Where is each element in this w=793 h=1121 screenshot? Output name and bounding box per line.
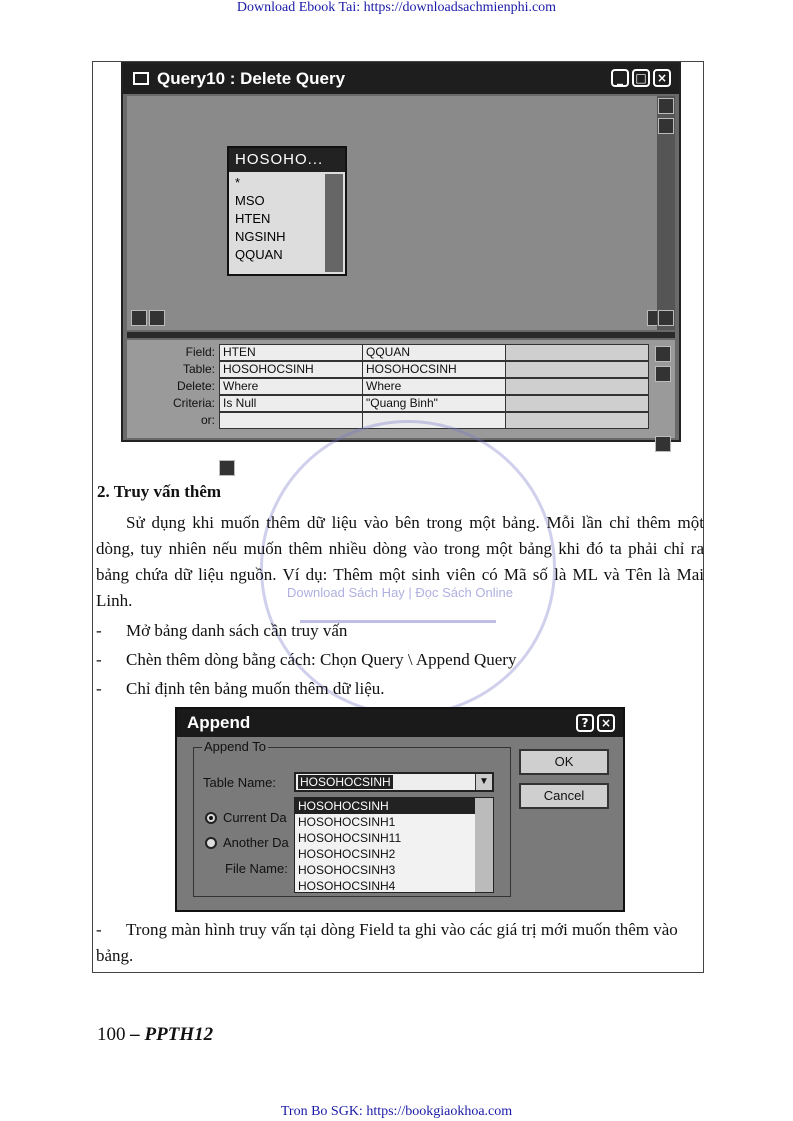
grid-label: or: <box>200 413 215 427</box>
scroll-up-icon[interactable] <box>658 118 674 134</box>
grid-cell[interactable] <box>505 361 649 378</box>
table-name-label: Table Name: <box>203 775 276 790</box>
list-item[interactable]: HOSOHOCSINH4 <box>298 879 396 893</box>
table-pane-scrollbar[interactable] <box>657 96 675 330</box>
grid-cell[interactable]: HTEN <box>219 344 363 361</box>
list-item[interactable]: HOSOHOCSINH2 <box>298 847 396 861</box>
list-item[interactable]: HOSOHOCSINH11 <box>298 831 402 845</box>
list-item[interactable]: HOSOHOCSINH1 <box>298 815 396 829</box>
grid-row-labels <box>127 340 215 429</box>
field-item[interactable]: QQUAN <box>235 247 283 262</box>
center-watermark-text: Download Sách Hay | Đọc Sách Online <box>287 585 513 600</box>
grid-cell[interactable]: Is Null <box>219 395 363 412</box>
current-database-radio[interactable] <box>205 812 217 824</box>
scroll-down-icon[interactable] <box>655 436 671 452</box>
dialog-controls <box>576 714 615 732</box>
grid-label: Table: <box>182 362 215 376</box>
append-to-label: Append To <box>204 739 266 754</box>
query-window-title: Query10 : Delete Query <box>157 69 346 88</box>
another-database-radio[interactable] <box>205 837 217 849</box>
field-item[interactable]: NGSINH <box>235 229 286 244</box>
list-item[interactable]: HOSOHOCSINH <box>295 798 476 814</box>
grid-row-table <box>219 361 651 378</box>
current-database-label: Current Da <box>223 810 287 825</box>
append-dialog-titlebar <box>177 709 623 737</box>
bullet-item: - Mở bảng danh sách cần truy vấn <box>96 621 348 640</box>
bullet-item: - Chèn thêm dòng bằng cách: Chọn Query \ Append Query <box>96 650 517 669</box>
page-footer <box>97 1024 213 1046</box>
design-grid <box>219 344 651 429</box>
grid-cell[interactable]: QQUAN <box>362 344 506 361</box>
scroll-down-icon[interactable] <box>658 310 674 326</box>
caption-dash: - <box>96 920 102 939</box>
grid-label: Field: <box>185 345 215 359</box>
bullet-text: Chỉ định tên bảng muốn thêm dữ liệu. <box>126 679 385 698</box>
scroll-up-icon[interactable] <box>655 366 671 382</box>
caption-paragraph <box>96 917 704 969</box>
bullet-text: Mở bảng danh sách cần truy vấn <box>126 621 348 640</box>
bullet-item: - Chỉ định tên bảng muốn thêm dữ liệu. <box>96 679 385 698</box>
header-watermark[interactable]: Download Ebook Tai: https://downloadsachmienphi.com <box>236 0 557 15</box>
close-icon[interactable]: × <box>653 69 671 87</box>
delete-query-window <box>121 62 681 442</box>
table-name-value: HOSOHOCSINH <box>300 775 391 789</box>
scroll-left-icon[interactable] <box>219 460 235 476</box>
scroll-left-icon[interactable] <box>131 310 147 326</box>
window-controls <box>611 69 671 87</box>
maximize-icon[interactable]: □ <box>632 69 650 87</box>
footer-separator: – <box>125 1024 145 1045</box>
grid-cell[interactable] <box>219 412 363 429</box>
help-icon[interactable]: ? <box>576 714 594 732</box>
table-pane <box>127 96 667 330</box>
append-dialog-title: Append <box>187 713 251 732</box>
cancel-button[interactable]: Cancel <box>519 783 609 809</box>
query-window-titlebar <box>123 64 679 94</box>
pane-splitter[interactable] <box>127 332 675 338</box>
ok-button[interactable]: OK <box>519 749 609 775</box>
file-name-label: File Name: <box>225 861 288 876</box>
footer-brand: PPTH12 <box>144 1024 214 1045</box>
grid-row-field <box>219 344 651 361</box>
grid-cell[interactable]: "Quang Binh" <box>362 395 506 412</box>
field-item[interactable]: HTEN <box>235 211 271 226</box>
page-number: 100 <box>97 1024 126 1045</box>
table-name-combobox[interactable] <box>294 772 494 792</box>
chevron-down-icon[interactable]: ▼ <box>475 774 492 790</box>
table-field-list[interactable] <box>227 146 347 276</box>
grid-label: Criteria: <box>172 396 215 410</box>
grid-cell[interactable] <box>505 344 649 361</box>
table-field-list-title: HOSOHO... <box>229 148 345 172</box>
close-icon[interactable]: × <box>597 714 615 732</box>
minimize-icon[interactable]: _ <box>611 69 629 87</box>
grid-cell[interactable] <box>505 412 649 429</box>
dropdown-scrollbar[interactable] <box>475 798 493 892</box>
scroll-left-icon[interactable] <box>149 310 165 326</box>
grid-label: Delete: <box>176 379 215 393</box>
grid-cell[interactable]: Where <box>362 378 506 395</box>
grid-cell[interactable] <box>505 378 649 395</box>
field-item[interactable]: * <box>235 175 241 190</box>
field-item[interactable]: MSO <box>235 193 265 208</box>
grid-cell[interactable]: Where <box>219 378 363 395</box>
paragraph-text: Sử dụng khi muốn thêm dữ liệu vào bên trong một bảng. Mỗi lần chỉ thêm một dòng, tuy nhiên nếu muốn thêm nhiều dòng vào trong một bảng khi đó ta phải chỉ ra bảng chứa dữ liệu nguồn. Ví dụ: Thêm một sinh viên có Mã số là ML và Tên là Mai Linh. <box>96 513 704 610</box>
field-list-scrollbar[interactable] <box>325 174 343 272</box>
footer-watermark[interactable]: Tron Bo SGK: https://bookgiaokhoa.com <box>280 1104 513 1119</box>
grid-row-delete <box>219 378 651 395</box>
caption-text: Trong màn hình truy vấn tại dòng Field ta ghi vào các giá trị mới muốn thêm vào bảng. <box>96 920 678 965</box>
bullet-text: Chèn thêm dòng bằng cách: Chọn Query \ Append Query <box>126 650 517 669</box>
body-paragraph <box>96 510 704 614</box>
list-item[interactable]: HOSOHOCSINH3 <box>298 863 396 877</box>
grid-row-criteria <box>219 395 651 412</box>
scroll-up-icon[interactable] <box>655 346 671 362</box>
section-heading: 2. Truy vấn thêm <box>97 482 222 501</box>
append-dialog <box>175 707 625 912</box>
grid-cell[interactable]: HOSOHOCSINH <box>362 361 506 378</box>
grid-cell[interactable] <box>505 395 649 412</box>
query-icon <box>133 72 149 85</box>
scroll-up-icon[interactable] <box>658 98 674 114</box>
grid-cell[interactable]: HOSOHOCSINH <box>219 361 363 378</box>
table-name-dropdown-list <box>294 797 494 893</box>
another-database-label: Another Da <box>223 835 289 850</box>
